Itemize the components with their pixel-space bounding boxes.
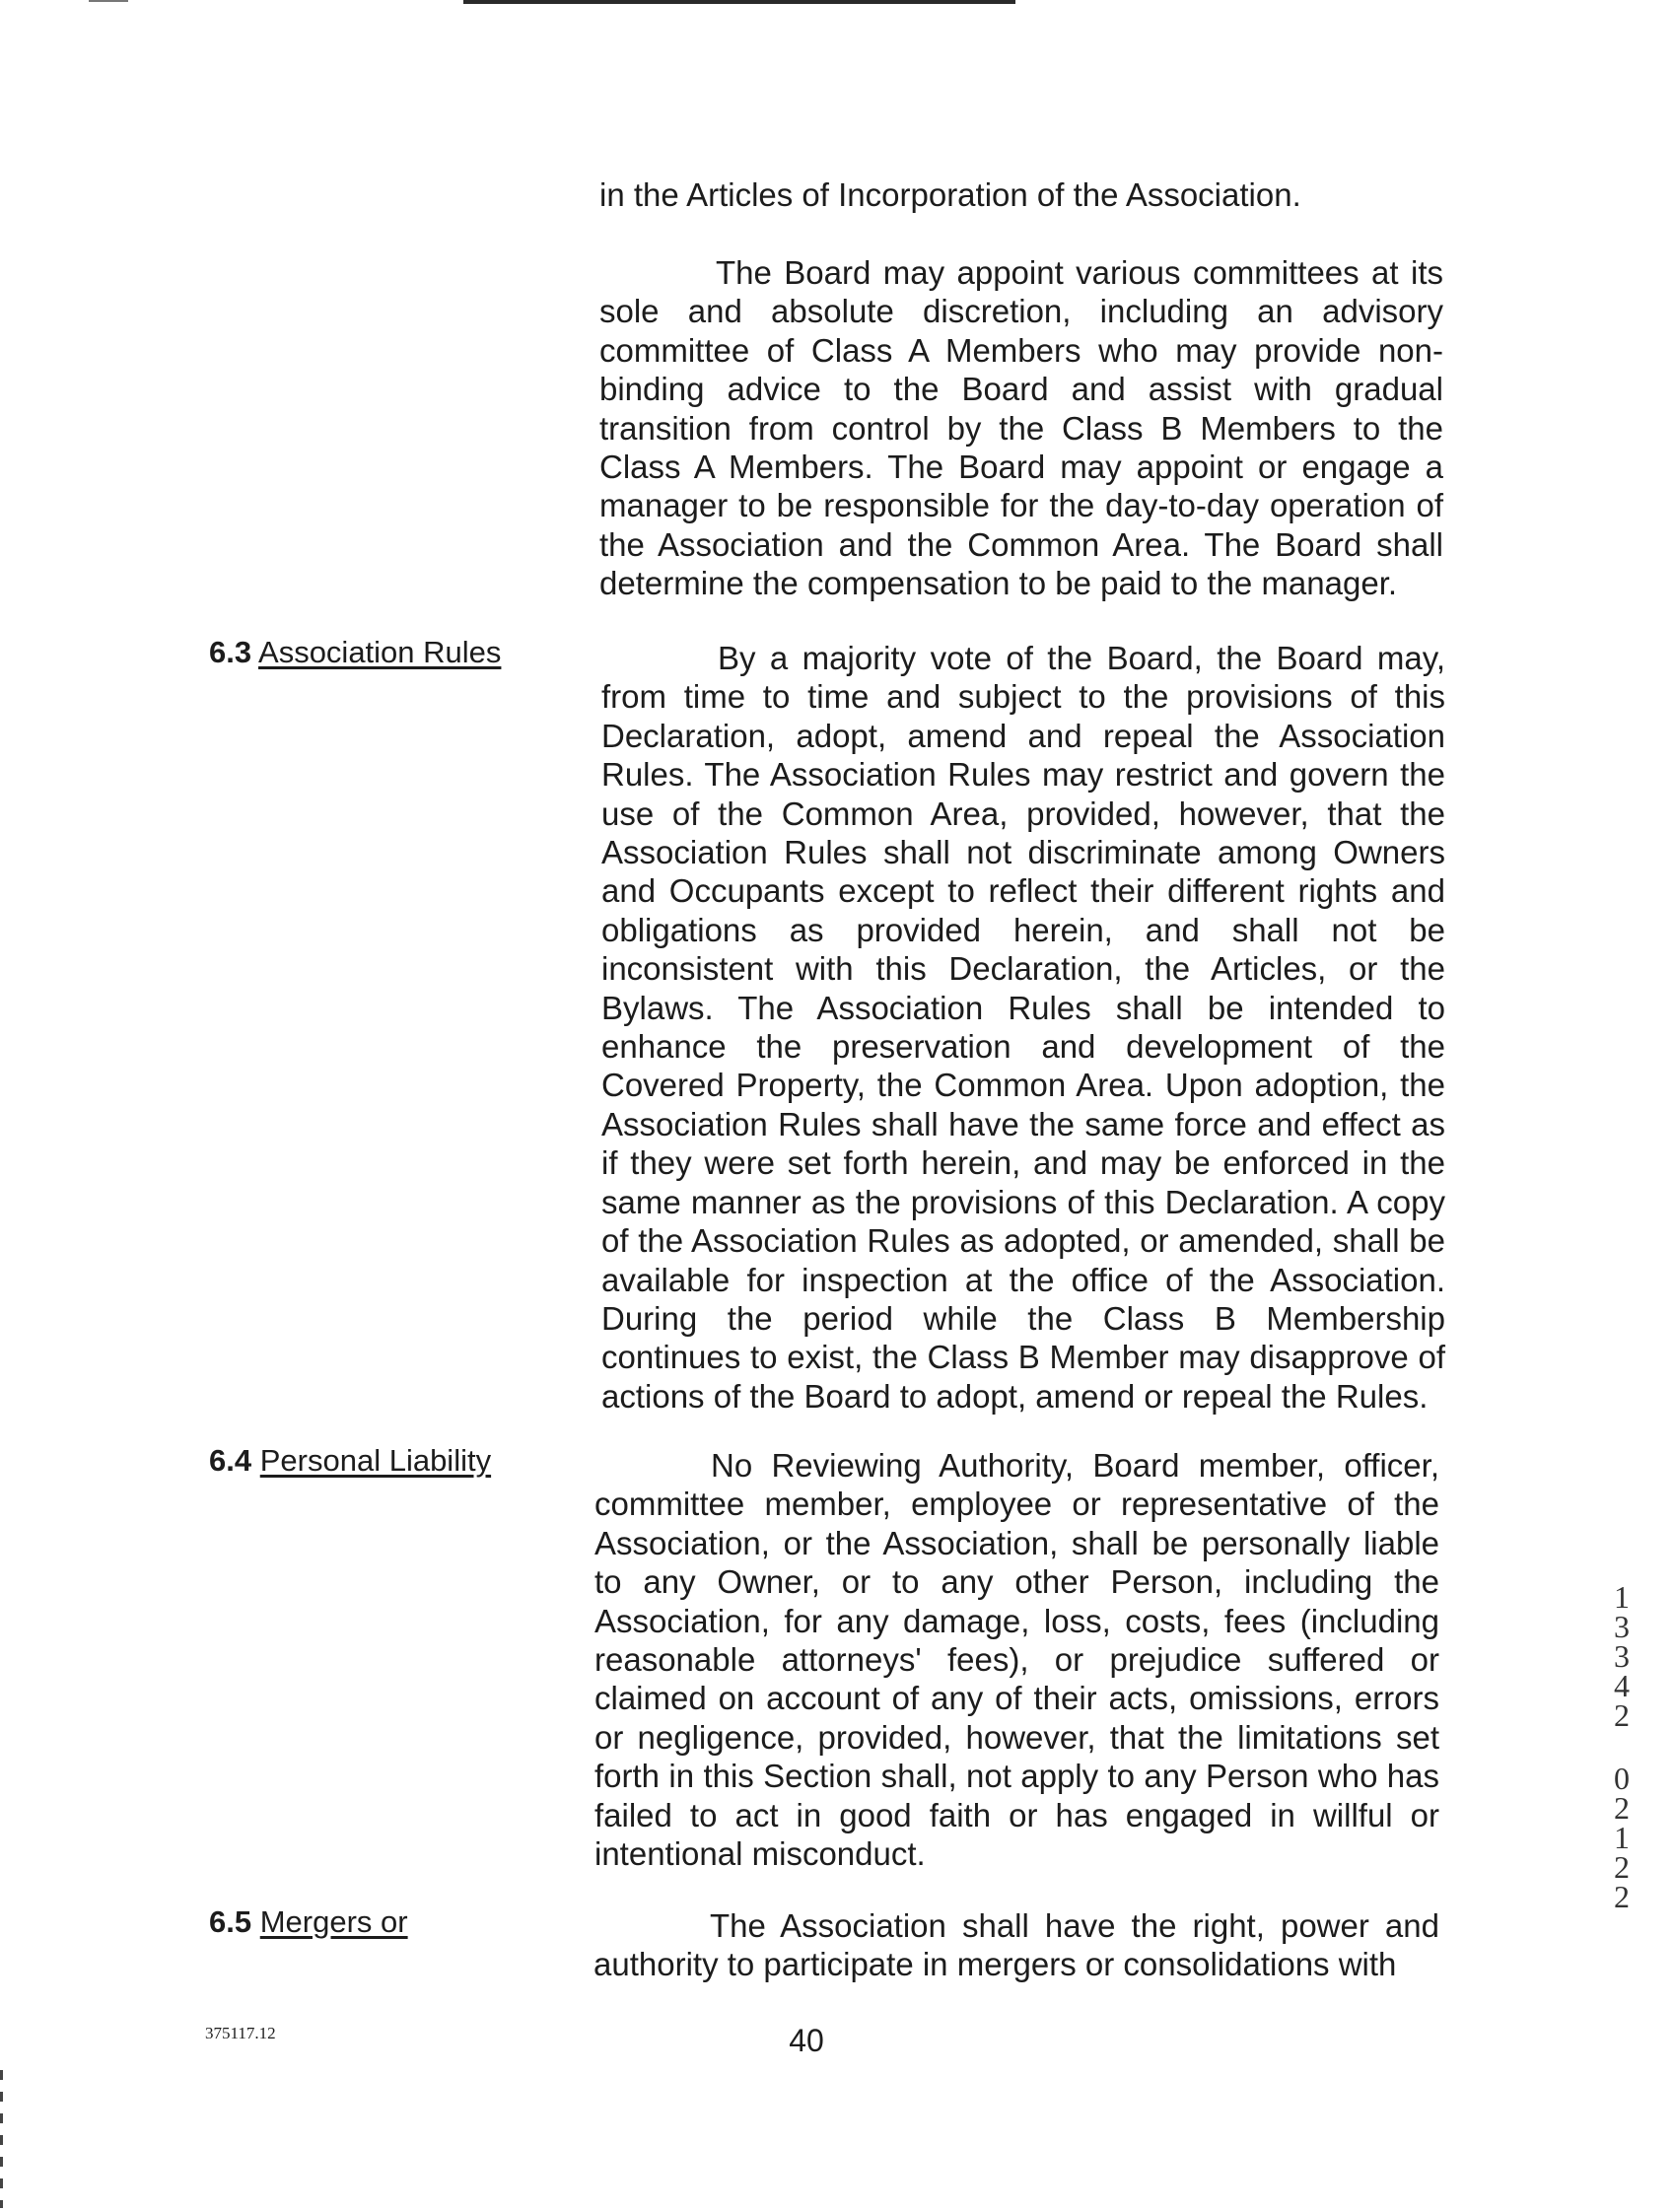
top-rule bbox=[463, 0, 1015, 4]
document-id: 375117.12 bbox=[205, 2024, 276, 2042]
stamp-digit: 2 bbox=[1614, 1697, 1630, 1733]
section-6-3-heading bbox=[209, 633, 501, 672]
stamp-gap bbox=[1607, 1730, 1637, 1763]
scan-mark bbox=[89, 0, 128, 2]
stamp-digit: 1 bbox=[1614, 1820, 1630, 1855]
section-title: Personal Liability bbox=[259, 1443, 492, 1478]
section-number: 6.4 bbox=[209, 1443, 252, 1478]
section-number: 6.3 bbox=[209, 635, 252, 669]
section-number: 6.5 bbox=[209, 1904, 252, 1939]
recording-stamp bbox=[1607, 1579, 1637, 1914]
continuation-line: in the Articles of Incorporation of the Association. bbox=[599, 176, 1301, 213]
section-title: Association Rules bbox=[258, 635, 502, 669]
stamp-digit: 0 bbox=[1614, 1761, 1630, 1796]
section-6-4-heading bbox=[209, 1441, 491, 1481]
section-6-4-body: No Reviewing Authority, Board member, officer, committee member, employee or representative of the Association, or the Association, shall be personally liable to any Owner, or to any other Person, including the Association, for any damage, loss, costs, fees (including reasonable attorneys' fees), or prejudice suffered or claimed on account of any of their acts, omissions, errors or negligence, provided, however, that the limitations set forth in this Section shall, not apply to any Person who has failed to act in good faith or has engaged in willful or intentional misconduct. bbox=[594, 1447, 1439, 1873]
stamp-digit: 2 bbox=[1614, 1790, 1630, 1826]
scan-edge-mark bbox=[0, 2070, 3, 2208]
stamp-digit: 2 bbox=[1614, 1879, 1630, 1914]
committee-paragraph: The Board may appoint various committees at its sole and absolute discretion, including an advisory committee of Class A Members who may provide non-binding advice to the Board and assist with gradual transition from control by the Class B Members to the Class A Members. The Board may appoint or engage a manager to be responsible for the day-to-day operation of the Association and the Common Area. The Board shall determine the compensation to be paid to the manager. bbox=[599, 254, 1443, 602]
stamp-digit: 1 bbox=[1614, 1579, 1630, 1615]
section-6-5-body: The Association shall have the right, power and authority to participate in mergers or consolidations with bbox=[593, 1907, 1439, 1983]
stamp-digit: 4 bbox=[1614, 1668, 1630, 1703]
section-6-5-heading bbox=[209, 1902, 408, 1942]
stamp-digit: 3 bbox=[1614, 1638, 1630, 1674]
section-title: Mergers or bbox=[259, 1904, 408, 1939]
section-6-3-body: By a majority vote of the Board, the Board may, from time to time and subject to the provisions of this Declaration, adopt, amend and repeal the Association Rules. The Association Rules may restrict and govern the use of the Common Area, provided, however, that the Association Rules shall not discriminate among Owners and Occupants except to reflect their different rights and obligations as provided herein, and shall not be inconsistent with this Declaration, the Articles, or the Bylaws. The Association Rules shall be intended to enhance the preservation and development of the Covered Property, the Common Area. Upon adoption, the Association Rules shall have the same force and effect as if they were set forth herein, and may be enforced in the same manner as the provisions of this Declaration. A copy of the Association Rules as adopted, or amended, shall be available for inspection at the office of the Association. During the period while the Class B Membership continues to exist, the Class B Member may disapprove of actions of the Board to adopt, amend or repeal the Rules. bbox=[601, 640, 1445, 1415]
stamp-digit: 3 bbox=[1614, 1609, 1630, 1644]
page-number: 40 bbox=[789, 2023, 824, 2058]
stamp-digit: 2 bbox=[1614, 1849, 1630, 1885]
